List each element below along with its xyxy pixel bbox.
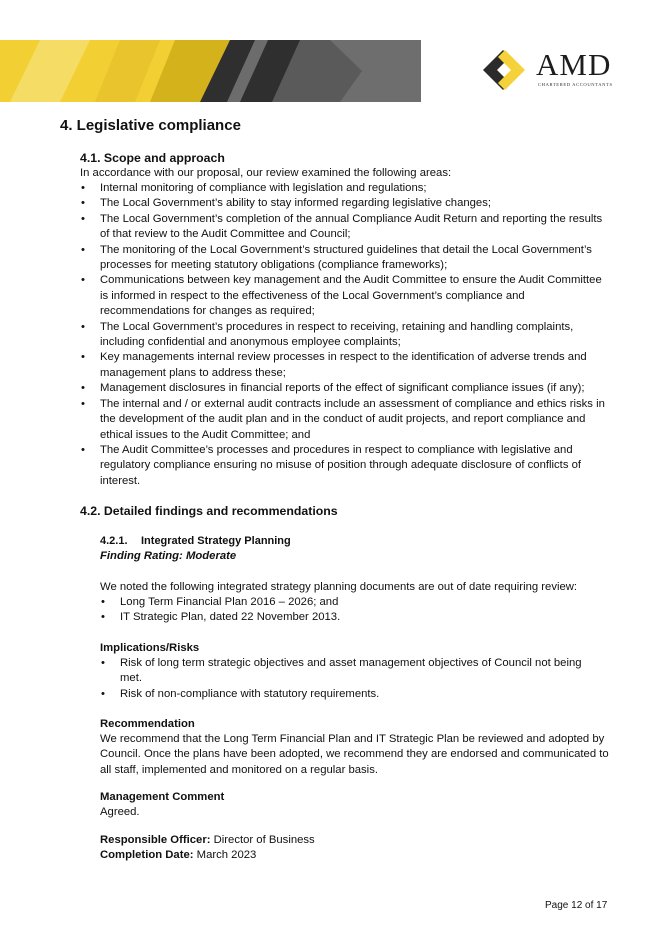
list-item: • Long Term Financial Plan 2016 – 2026; and: [100, 595, 605, 610]
finding-rating: Finding Rating: Moderate: [100, 550, 237, 562]
list-item: • Risk of non-compliance with statutory requirements.: [100, 687, 605, 702]
logo-mark-icon: [483, 47, 531, 93]
list-item: • Internal monitoring of compliance with legislation and regulations;: [80, 181, 610, 196]
list-item: • Risk of long term strategic objectives and asset management objectives of Council not being met.: [100, 656, 605, 687]
recommendation-text: We recommend that the Long Term Financial Plan and IT Strategic Plan be reviewed and adopted by Council. Once the plans have been adopted, we recommend they are endorsed and communicated to all staff, implemented and monitored on a regular basis.: [100, 733, 609, 776]
findings-heading: 4.2. Detailed findings and recommendations: [80, 504, 338, 518]
documents-list: [100, 595, 605, 626]
list-item: • Key managements internal review processes in respect to the identification of adverse trends and management plans to address these;: [80, 350, 610, 381]
list-item: • Management disclosures in financial reports of the effect of significant compliance issues (if any);: [80, 381, 610, 396]
recommendation-heading: Recommendation: [100, 718, 195, 730]
page-number: Page 12 of 17: [545, 900, 608, 911]
management-comment-text: Agreed.: [100, 806, 140, 818]
finding-number: 4.2.1.: [100, 535, 128, 547]
list-item: • The Audit Committee’s processes and procedures in respect to compliance with legislative and regulatory compliance ensuring no misuse of position through adequate disclosure of conflicts of interest.: [80, 443, 610, 489]
list-item: • The internal and / or external audit contracts include an assessment of compliance and ethics risks in the development of the audit plan and in the conduct of audit projects, and report compliance and ethical issues to the Audit Committee; and: [80, 397, 610, 443]
officer-value: Director of Business: [213, 834, 315, 846]
finding-title: Integrated Strategy Planning: [141, 535, 291, 547]
officer-label: Responsible Officer:: [100, 834, 211, 846]
scope-intro: In accordance with our proposal, our review examined the following areas:: [80, 167, 452, 179]
finding-subheading: [100, 534, 291, 549]
list-item: • IT Strategic Plan, dated 22 November 2013.: [100, 610, 605, 625]
list-item: • Communications between key management and the Audit Committee to ensure the Audit Committee is informed in respect to the effectiveness of the Local Government’s compliance and recommendations for changes as required;: [80, 273, 610, 319]
list-item: • The Local Government’s ability to stay informed regarding legislative changes;: [80, 196, 610, 211]
scope-heading: 4.1. Scope and approach: [80, 151, 225, 165]
implications-heading: Implications/Risks: [100, 642, 200, 654]
date-label: Completion Date:: [100, 849, 194, 861]
management-comment-heading: Management Comment: [100, 791, 225, 803]
scope-list: [80, 181, 610, 489]
implications-list: [100, 656, 605, 702]
list-item: • The monitoring of the Local Government’s structured guidelines that detail the Local Government’s processes for meeting statutory obligations (compliance frameworks);: [80, 243, 610, 274]
finding-intro: We noted the following integrated strategy planning documents are out of date requiring review:: [100, 581, 578, 593]
list-item: • The Local Government’s procedures in respect to receiving, retaining and handling complaints, including confidential and anonymous employee complaints;: [80, 320, 610, 351]
date-value: March 2023: [196, 849, 257, 861]
list-item: • The Local Government’s completion of the annual Compliance Audit Return and reporting the results of that review to the Audit Committee and Council;: [80, 212, 610, 243]
logo-wordmark: AMD: [536, 47, 612, 82]
completion-date: [100, 848, 610, 863]
logo-subtitle: CHARTERED ACCOUNTANTS: [538, 82, 613, 87]
section-title: 4. Legislative compliance: [60, 117, 241, 134]
header-banner: [0, 40, 421, 102]
company-logo: [483, 47, 623, 93]
responsible-officer: [100, 833, 610, 848]
